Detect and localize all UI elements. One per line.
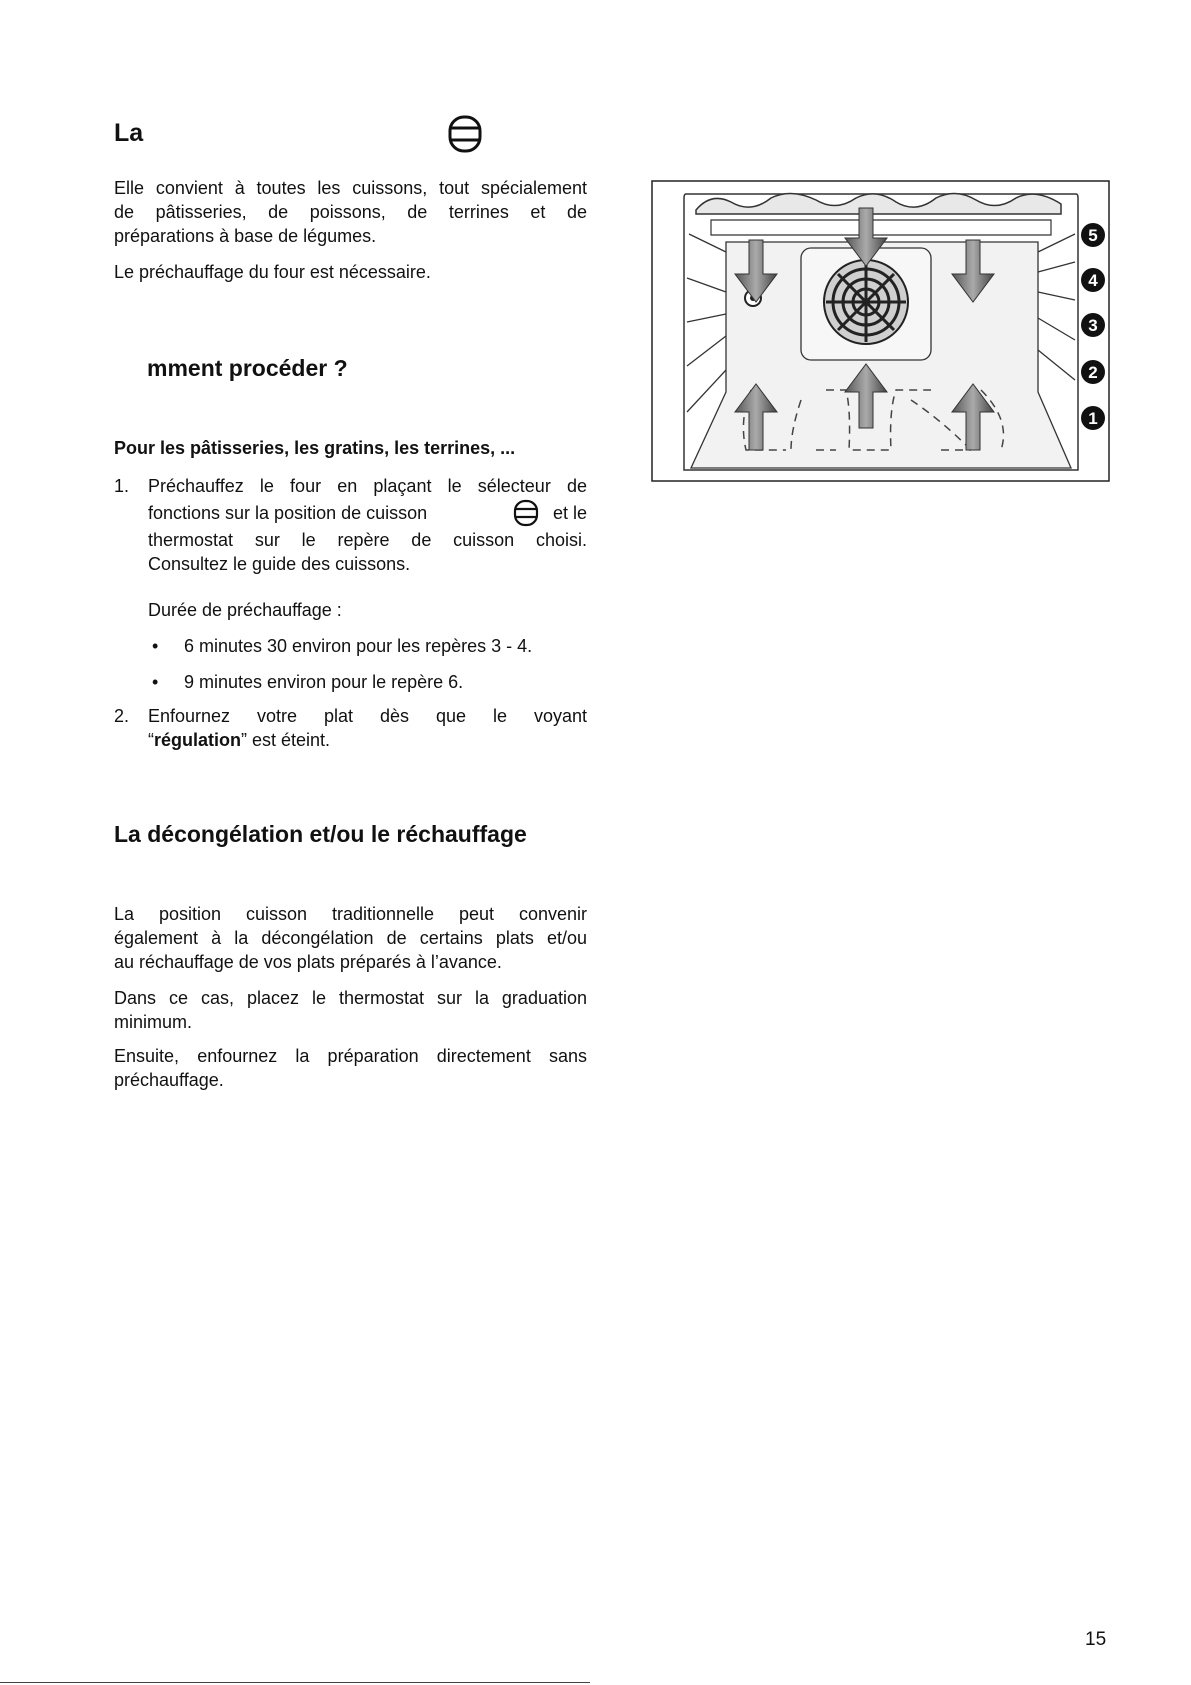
step-1-line-1: Préchauffez le four en plaçant le sélecteur de [148,476,587,496]
step-1-line-2-end: et le [552,503,587,523]
intro-line-1: Elle convient à toutes les cuissons, tout spécialement [114,178,587,198]
page-number: 15 [1085,1629,1107,1650]
para1-line-3: au réchauffage de vos plats préparés à l’avance. [114,952,502,972]
para2-line-1: Dans ce cas, placez le thermostat sur la graduation [114,988,587,1008]
shelf-level-1: 1 [1088,409,1098,428]
intro-line-3: préparations à base de légumes. [114,226,377,246]
oven-top-bottom-heat-icon [447,115,483,153]
decongelation-paragraph-1 [114,902,587,974]
section-title-decongelation: La décongélation et/ou le réchauffage [114,821,527,847]
bullet-icon: • [152,636,159,656]
step-1-line-4: Consultez le guide des cuissons. [148,554,411,574]
footer-rule [0,1682,590,1683]
oven-top-bottom-heat-icon [513,499,539,527]
fan-grille [826,262,906,342]
para3-line-2: préchauffage. [114,1070,224,1090]
step-2-line-1: Enfournez votre plat dès que le voyant [148,706,587,726]
para2-line-2: minimum. [114,1012,193,1032]
step-1 [114,474,587,694]
section-title-la: La [114,119,144,147]
shelf-level-5: 5 [1088,226,1098,245]
bullet-text-2: 9 minutes environ pour le repère 6. [184,672,464,692]
para1-line-1: La position cuisson traditionnelle peut convenir [114,904,587,924]
shelf-level-2: 2 [1088,363,1098,382]
procedure-subtitle: Pour les pâtisseries, les gratins, les terrines, ... [114,438,516,458]
decongelation-paragraph-2 [114,986,587,1034]
intro-line-2: de pâtisseries, de poissons, de terrines et de [114,202,587,222]
step-1-line-3: thermostat sur le repère de cuisson choisi. [148,530,587,550]
preheat-duration-label: Durée de préchauffage : [148,600,342,620]
section-title-procedure: mment procéder ? [147,355,348,381]
quote-open: “ [148,730,154,750]
decongelation-paragraph-3 [114,1044,587,1092]
preheat-duration-list [148,634,587,694]
regulation-term: régulation [154,730,242,750]
step-1-line-2-text: fonctions sur la position de cuisson [148,503,428,523]
list-item [148,670,587,694]
oven-airflow-diagram [651,180,1110,482]
intro-paragraph [114,176,587,248]
step-2-number: 2. [114,706,130,726]
shelf-level-3: 3 [1088,316,1098,335]
preheat-note: Le préchauffage du four est nécessaire. [114,262,431,282]
step-2-line-2-rest: ” est éteint. [241,730,331,750]
step-1-line-2 [148,498,587,528]
step-2-line-2 [148,728,587,752]
step-1-number: 1. [114,476,130,496]
bullet-text-1: 6 minutes 30 environ pour les repères 3 - 4. [184,636,533,656]
para1-line-2: également à la décongélation de certains plats et/ou [114,928,587,948]
shelf-level-4: 4 [1088,271,1098,290]
step-2 [114,704,587,752]
bullet-icon: • [152,672,159,692]
para3-line-1: Ensuite, enfournez la préparation directement sans [114,1046,587,1066]
list-item [148,634,587,658]
